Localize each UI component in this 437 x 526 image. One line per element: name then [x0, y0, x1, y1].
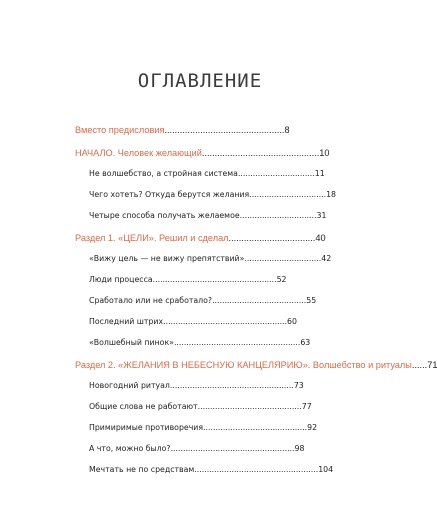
toc-page-number: 92	[307, 423, 318, 432]
toc-entry[interactable]	[89, 464, 333, 476]
toc-entry[interactable]	[89, 443, 304, 455]
toc-leader: ..................................................	[169, 381, 294, 390]
toc-entry-text: Вместо предисловия	[75, 125, 165, 135]
toc-page-number: 8	[284, 125, 290, 135]
toc-leader: ......	[411, 360, 428, 370]
toc-leader: ..................................................	[194, 465, 319, 474]
toc-entry-text: Сработало или не сработало?	[89, 296, 213, 305]
toc-entry-text: Мечтать не по средствам	[89, 465, 195, 474]
toc-entry-text: Новогодний ритуал	[89, 381, 170, 390]
toc-entry-section-1[interactable]	[75, 232, 326, 244]
toc-entry[interactable]	[89, 168, 325, 180]
toc-leader: ..................................................	[163, 317, 288, 326]
toc-leader: ......................................	[212, 296, 307, 305]
toc-entry[interactable]	[89, 189, 336, 201]
toc-page-number: 73	[293, 381, 304, 390]
toc-entry[interactable]	[89, 316, 297, 328]
toc-leader: ..........................................	[197, 402, 302, 411]
toc-page-number: 60	[287, 317, 297, 326]
toc-page-number: 71	[427, 360, 437, 370]
toc-page-number: 98	[294, 444, 305, 453]
toc-leader: ..........................................	[203, 423, 308, 432]
toc-entry[interactable]	[89, 274, 286, 286]
toc-page-number: 40	[315, 233, 326, 243]
toc-page-number: 18	[326, 190, 336, 199]
toc-entry-text: Общие слова не работают	[89, 402, 198, 411]
toc-entry-text: Люди процесса	[89, 275, 153, 284]
toc-entry-text: «Вижу цель — не вижу препятствий»	[89, 254, 245, 263]
toc-entry-beginning[interactable]	[75, 147, 330, 159]
toc-page-number: 31	[316, 211, 327, 220]
toc-entry[interactable]	[89, 422, 317, 434]
toc-leader: ...............................	[237, 169, 315, 178]
toc-entry-text: НАЧАЛО. Человек желающий	[75, 148, 202, 158]
toc-entry-text: Раздел 2. «ЖЕЛАНИЯ В НЕБЕСНУЮ КАНЦЕЛЯРИЮ». Волшебство и ритуалы	[75, 360, 412, 370]
toc-leader: ..................................................	[152, 275, 277, 284]
toc-leader: ..............................................	[201, 148, 320, 158]
toc-entry[interactable]	[89, 380, 304, 392]
toc-leader: ...............................	[249, 190, 327, 199]
toc-entry[interactable]	[89, 253, 331, 265]
toc-entry[interactable]	[89, 295, 316, 307]
toc-entry[interactable]	[89, 210, 326, 222]
toc-entry-text: Раздел 1. «ЦЕЛИ». Решил и сделал	[75, 233, 229, 243]
toc-page-number: 42	[321, 254, 332, 263]
toc-page-number: 10	[319, 148, 330, 158]
toc-page-number: 63	[300, 338, 311, 347]
toc-entry-text: Четыре способа получать желаемое	[89, 211, 240, 220]
toc-page-number: 52	[276, 275, 287, 284]
toc-page-number: 55	[306, 296, 317, 305]
toc-entry[interactable]	[89, 337, 310, 349]
toc-page-number: 77	[301, 402, 312, 411]
toc-entry-text: Чего хотеть? Откуда берутся желания	[89, 190, 250, 199]
toc-leader: ...................................................	[173, 338, 301, 347]
toc-leader: ...............................	[244, 254, 322, 263]
toc-entry-text: Последний штрих	[89, 317, 164, 326]
toc-leader: ..................................................	[170, 444, 295, 453]
toc-entry[interactable]	[89, 401, 312, 413]
toc-leader: ...............................	[239, 211, 317, 220]
toc-leader: ..................................	[228, 233, 316, 243]
toc-page-number: 104	[318, 465, 334, 474]
toc-leader: ...............................................	[164, 125, 285, 135]
toc-entry-text: Не волшебство, а стройная система	[89, 169, 238, 178]
toc-entry-text: «Волшебный пинок»	[89, 338, 174, 347]
toc-entry-text: А что, можно было?	[89, 444, 171, 453]
toc-entry-preface[interactable]	[75, 124, 290, 136]
toc-entry-text: Примиримые противоречия	[89, 423, 204, 432]
page-title: ОГЛАВЛЕНИЕ	[137, 70, 263, 92]
toc-entry-section-2[interactable]	[75, 359, 437, 371]
toc-page-number: 11	[314, 169, 325, 178]
